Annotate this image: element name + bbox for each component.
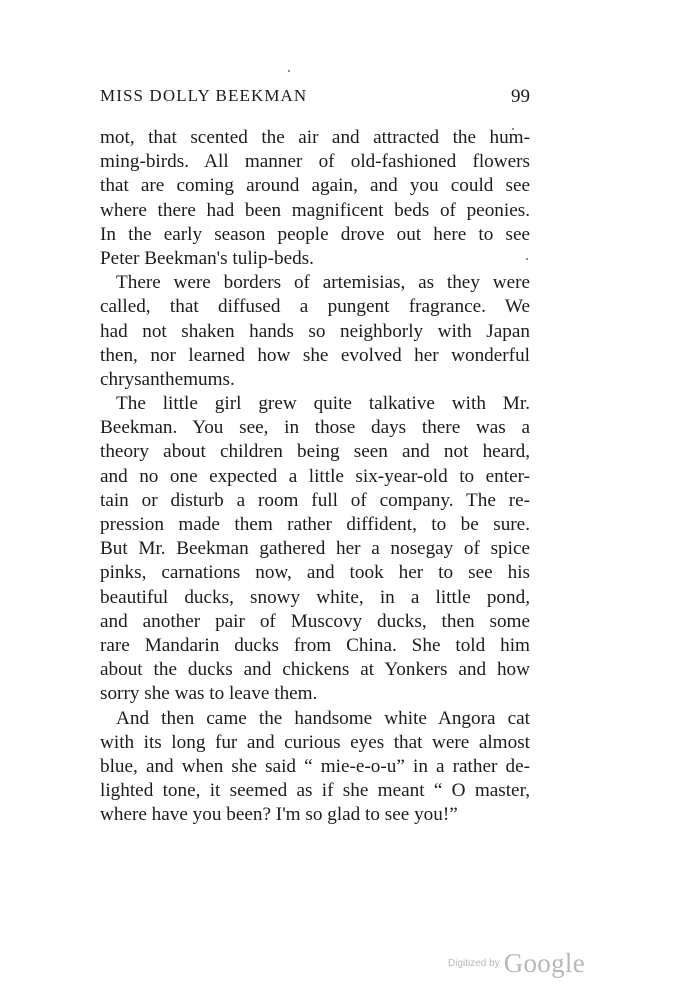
- digitized-by-google-watermark: [448, 948, 585, 979]
- text-line: that are coming around again, and you could see: [100, 175, 530, 197]
- page-header: [0, 86, 530, 112]
- text-line: ming-birds. All manner of old-fashioned flowers: [100, 151, 530, 173]
- text-line: beautiful ducks, snowy white, in a little pond,: [100, 586, 530, 608]
- text-line: where there had been magnificent beds of peonies.: [100, 199, 530, 221]
- text-line: where have you been? I'm so glad to see you!”: [100, 804, 458, 826]
- text-line: and another pair of Muscovy ducks, then some: [100, 610, 530, 632]
- text-line: about the ducks and chickens at Yonkers and how: [100, 659, 530, 681]
- text-line: rare Mandarin ducks from China. She told him: [100, 634, 530, 656]
- text-line: Beekman. You see, in those days there was a: [100, 417, 530, 439]
- text-line: mot, that scented the air and attracted the hum-: [100, 127, 530, 148]
- text-line: had not shaken hands so neighborly with Japan: [100, 320, 530, 342]
- watermark-prefix: Digitized by: [448, 958, 500, 969]
- scan-speck: [288, 70, 290, 72]
- google-logo: Google: [503, 948, 585, 978]
- text-line: The little girl grew quite talkative with Mr.: [116, 393, 530, 415]
- body-text: [100, 126, 530, 827]
- text-line: Peter Beekman's tulip-beds.: [100, 247, 314, 269]
- text-line: with its long fur and curious eyes that were almost: [100, 731, 530, 753]
- text-line: In the early season people drove out here to see: [100, 223, 530, 245]
- text-line: tain or disturb a room full of company. The re-: [100, 489, 530, 511]
- text-line: There were borders of artemisias, as they were: [116, 272, 530, 294]
- text-line: and no one expected a little six-year-old to enter-: [100, 465, 530, 487]
- page-number: 99: [511, 86, 530, 107]
- text-line: called, that diffused a pungent fragrance. We: [100, 296, 530, 318]
- text-line: pinks, carnations now, and took her to see his: [100, 562, 530, 584]
- text-line: theory about children being seen and not heard,: [100, 441, 530, 463]
- running-title: MISS DOLLY BEEKMAN: [100, 86, 308, 105]
- text-line: then, nor learned how she evolved her wonderful: [100, 344, 530, 366]
- text-line: And then came the handsome white Angora cat: [116, 707, 530, 729]
- text-line: chrysanthemums.: [100, 368, 235, 390]
- text-line: blue, and when she said “ mie-e-o-u” in a rather de-: [100, 755, 530, 777]
- text-line: pression made them rather diffident, to be sure.: [100, 514, 530, 535]
- text-line: lighted tone, it seemed as if she meant “ O master,: [100, 780, 530, 802]
- text-line: But Mr. Beekman gathered her a nosegay of spice: [100, 538, 530, 560]
- text-line: sorry she was to leave them.: [100, 683, 318, 705]
